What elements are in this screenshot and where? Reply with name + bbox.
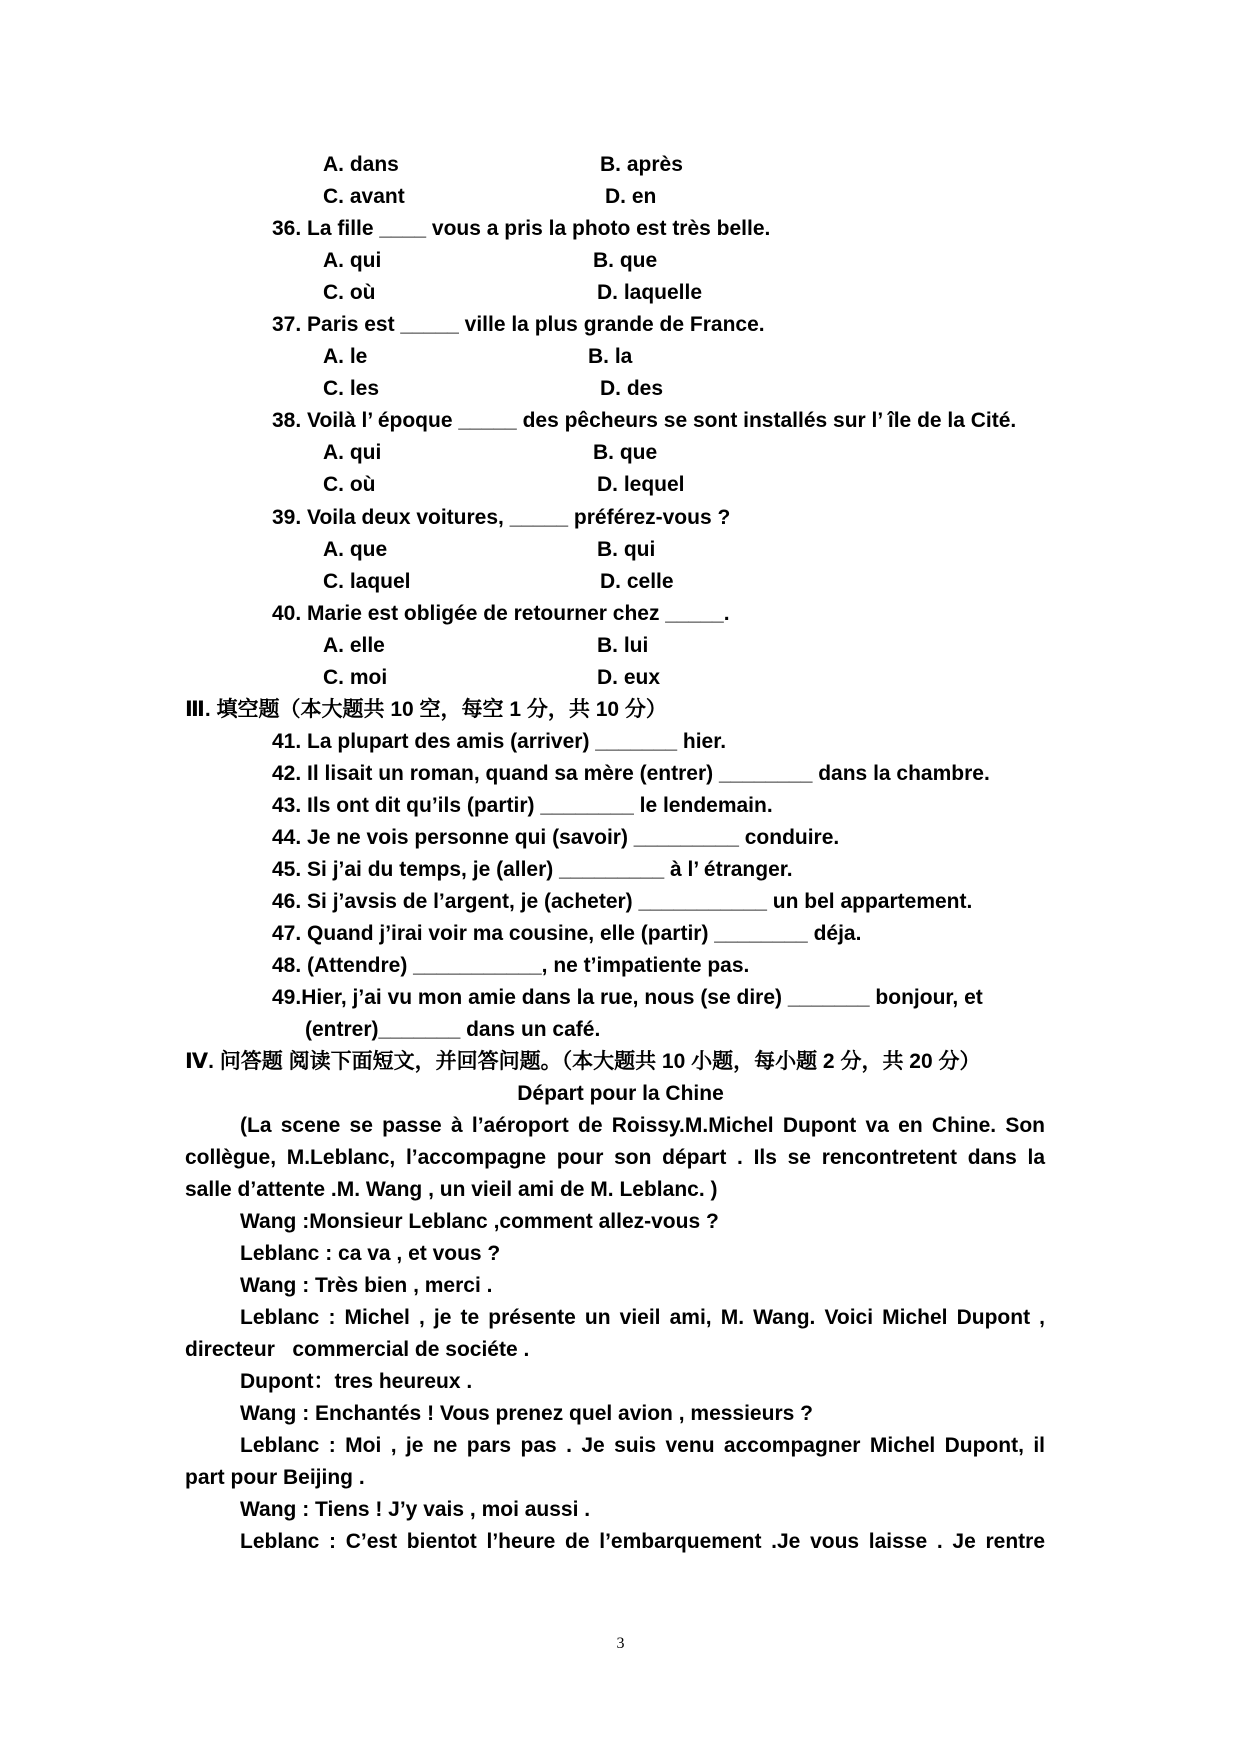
fill-item-48: 48. (Attendre) ___________, ne t’impatiente pas.: [272, 954, 750, 977]
q36-option-d: D. laquelle: [597, 281, 703, 304]
passage-line: (La scene se passe à l’aéroport de Roissy.M.Michel Dupont va en Chine. Son: [240, 1114, 1045, 1137]
passage-line: Leblanc : ca va , et vous ?: [240, 1242, 501, 1265]
passage-line: Wang : Très bien , merci .: [240, 1274, 493, 1297]
passage-line: Wang : Enchantés ! Vous prenez quel avion , messieurs ?: [240, 1402, 813, 1425]
q40-stem: 40. Marie est obligée de retourner chez _____.: [272, 602, 730, 625]
passage-line: Wang : Tiens ! J’y vais , moi aussi .: [240, 1498, 591, 1521]
q37-option-b: B. la: [588, 345, 633, 368]
section-3-heading: Ⅲ. 填空题（本大题共 10 空，每空 1 分，共 10 分）: [185, 698, 667, 721]
q39-option-a: A. que: [323, 538, 388, 561]
q36-option-b: B. que: [593, 249, 658, 272]
passage-line: Leblanc : C’est bientot l’heure de l’embarquement .Je vous laisse . Je rentre: [240, 1530, 1045, 1553]
q35-option-c: C. avant: [323, 185, 405, 208]
q38-option-b: B. que: [593, 441, 658, 464]
q40-option-a: A. elle: [323, 634, 385, 657]
q39-option-d: D. celle: [600, 570, 674, 593]
fill-item-49-cont: (entrer)_______ dans un café.: [305, 1018, 601, 1041]
passage-title: Départ pour la Chine: [517, 1082, 724, 1105]
q36-option-c: C. où: [323, 281, 376, 304]
q37-option-c: C. les: [323, 377, 380, 400]
fill-item-41: 41. La plupart des amis (arriver) _______ hier.: [272, 730, 727, 753]
q38-option-c: C. où: [323, 473, 376, 496]
passage-line: Leblanc : Michel , je te présente un vieil ami, M. Wang. Voici Michel Dupont ,: [240, 1306, 1045, 1329]
q37-option-d: D. des: [600, 377, 664, 400]
q39-option-b: B. qui: [597, 538, 656, 561]
q38-stem: 38. Voilà l’ époque _____ des pêcheurs se sont installés sur l’ île de la Cité.: [272, 409, 1017, 432]
q39-stem: 39. Voila deux voitures, _____ préférez-vous ?: [272, 506, 731, 529]
q40-option-b: B. lui: [597, 634, 649, 657]
q40-option-d: D. eux: [597, 666, 661, 689]
fill-item-47: 47. Quand j’irai voir ma cousine, elle (partir) ________ déja.: [272, 922, 862, 945]
passage-line: Dupont：tres heureux .: [240, 1370, 473, 1393]
q40-option-c: C. moi: [323, 666, 388, 689]
q36-stem: 36. La fille ____ vous a pris la photo est très belle.: [272, 217, 771, 240]
passage-line: salle d’attente .M. Wang , un vieil ami de M. Leblanc. ): [185, 1178, 718, 1201]
passage-line: Wang :Monsieur Leblanc ,comment allez-vous ?: [240, 1210, 719, 1233]
q35-option-b: B. après: [600, 153, 683, 176]
passage-line: part pour Beijing .: [185, 1466, 365, 1489]
fill-item-44: 44. Je ne vois personne qui (savoir) _________ conduire.: [272, 826, 840, 849]
fill-item-43: 43. Ils ont dit qu’ils (partir) ________ le lendemain.: [272, 794, 773, 817]
q35-option-a: A. dans: [323, 153, 399, 176]
q36-option-a: A. qui: [323, 249, 382, 272]
passage-line: Leblanc : Moi , je ne pars pas . Je suis venu accompagner Michel Dupont, il: [240, 1434, 1045, 1457]
q39-option-c: C. laquel: [323, 570, 411, 593]
q38-option-a: A. qui: [323, 441, 382, 464]
fill-item-49: 49.Hier, j’ai vu mon amie dans la rue, nous (se dire) _______ bonjour, et: [272, 986, 983, 1009]
fill-item-46: 46. Si j’avsis de l’argent, je (acheter) ___________ un bel appartement.: [272, 890, 973, 913]
q37-stem: 37. Paris est _____ ville la plus grande de France.: [272, 313, 765, 336]
passage-line: collègue, M.Leblanc, l’accompagne pour son départ . Ils se rencontretent dans la: [185, 1146, 1045, 1169]
page-number: 3: [616, 1635, 625, 1652]
q38-option-d: D. lequel: [597, 473, 685, 496]
q35-option-d: D. en: [605, 185, 657, 208]
fill-item-45: 45. Si j’ai du temps, je (aller) _________ à l’ étranger.: [272, 858, 793, 881]
fill-item-42: 42. Il lisait un roman, quand sa mère (entrer) ________ dans la chambre.: [272, 762, 990, 785]
section-4-heading: Ⅳ. 问答题 阅读下面短文，并回答问题。（本大题共 10 小题，每小题 2 分，共 20 分）: [185, 1050, 981, 1073]
passage-line: directeur commercial de sociéte .: [185, 1338, 530, 1361]
q37-option-a: A. le: [323, 345, 368, 368]
